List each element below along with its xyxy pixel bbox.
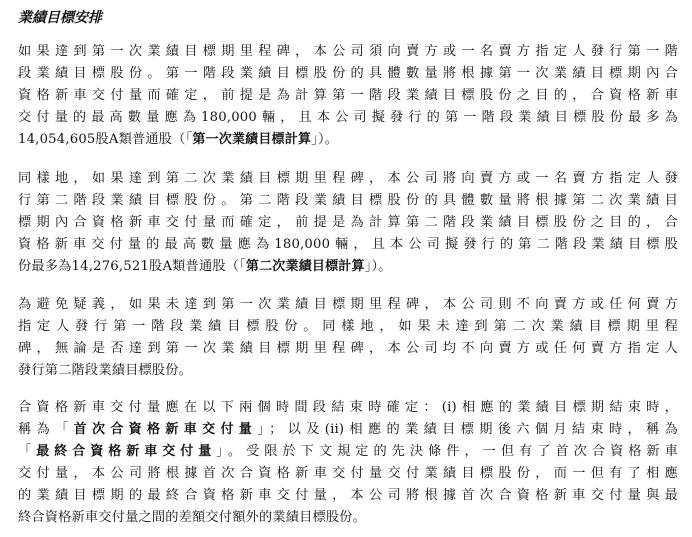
paragraph-line: 指定人發行第一階段業績目標股份。同樣地，如果未達到第二次業績目標期里程 bbox=[18, 319, 678, 334]
defined-term: 第二次業績目標計算 bbox=[245, 259, 365, 274]
paragraph-line: 為避免疑義，如果未達到第一次業績目標期里程碑，本公司則不向賣方或任何賣方 bbox=[18, 297, 678, 312]
paragraph-line: 標期內合資格新車交付量而確定，前提是為計算第二階段業績目標股份之目的，合 bbox=[18, 215, 678, 230]
paragraph-line: 合資格新車交付量應在以下兩個時間段結束時確定：(i)相應的業績目標期結束時， bbox=[18, 400, 678, 415]
paragraph-second-milestone bbox=[18, 168, 678, 278]
paragraph-line: 交付量，本公司將根據首次合資格新車交付量交付業績目標股份，而一但有了相應 bbox=[18, 466, 678, 481]
defined-term: 最終合資格新車交付量 bbox=[36, 444, 217, 459]
paragraph-line: 資格新車交付量而確定，前提是為計算第一階段業績目標股份之目的，合資格新車 bbox=[18, 88, 678, 103]
paragraph-line: 發行第二階段業績目標股份。 bbox=[18, 363, 193, 378]
paragraph-first-milestone bbox=[18, 41, 678, 151]
section-heading: 業績目標安排 bbox=[18, 10, 102, 26]
paragraph-avoidance-of-doubt bbox=[18, 294, 678, 382]
paragraph-line: 交付量的最高數量應為180,000輛，且本公司擬發行的第一階段業績目標股份最多為 bbox=[18, 110, 678, 125]
paragraph-line: 如果達到第一次業績目標期里程碑，本公司須向賣方或一名賣方指定人發行第一階 bbox=[18, 44, 678, 59]
paragraph-line: 的業績目標期的最終合資格新車交付量，本公司將根據首次合資格新車交付量與最 bbox=[18, 488, 678, 503]
paragraph-line: 同樣地，如果達到第二次業績目標期里程碑，本公司將向賣方或一名賣方指定人發 bbox=[18, 171, 678, 186]
paragraph-line: 14,054,605股A類普通股（「第一次業績目標計算」）。 bbox=[18, 132, 339, 147]
paragraph-line: 「最終合資格新車交付量」。受限於下文規定的先決條件，一但有了首次合資格新車 bbox=[18, 444, 678, 459]
paragraph-line: 資格新車交付量的最高數量應為180,000輛，且本公司擬發行的第二階段業績目標股 bbox=[18, 237, 678, 252]
paragraph-line: 段業績目標股份。第一階段業績目標股份的具體數量將根據第一次業績目標期內合 bbox=[18, 66, 678, 81]
paragraph-line: 行第二階段業績目標股份。第二階段業績目標股份的具體數量將根據第二次業績目 bbox=[18, 193, 678, 208]
paragraph-line: 稱為「首次合資格新車交付量」；以及(ii)相應的業績目標期後六個月結束時，稱為 bbox=[18, 422, 678, 437]
paragraph-line: 終合資格新車交付量之間的差額交付額外的業績目標股份。 bbox=[18, 510, 367, 525]
defined-term: 首次合資格新車交付量 bbox=[73, 422, 258, 437]
paragraph-line: 碑，無論是否達到第一次業績目標期里程碑，本公司均不向賣方或任何賣方指定人 bbox=[18, 341, 678, 356]
paragraph-delivery-volume bbox=[18, 397, 678, 529]
paragraph-line: 份最多為14,276,521股A類普通股（「第二次業績目標計算」）。 bbox=[18, 259, 392, 274]
defined-term: 第一次業績目標計算 bbox=[192, 132, 312, 147]
